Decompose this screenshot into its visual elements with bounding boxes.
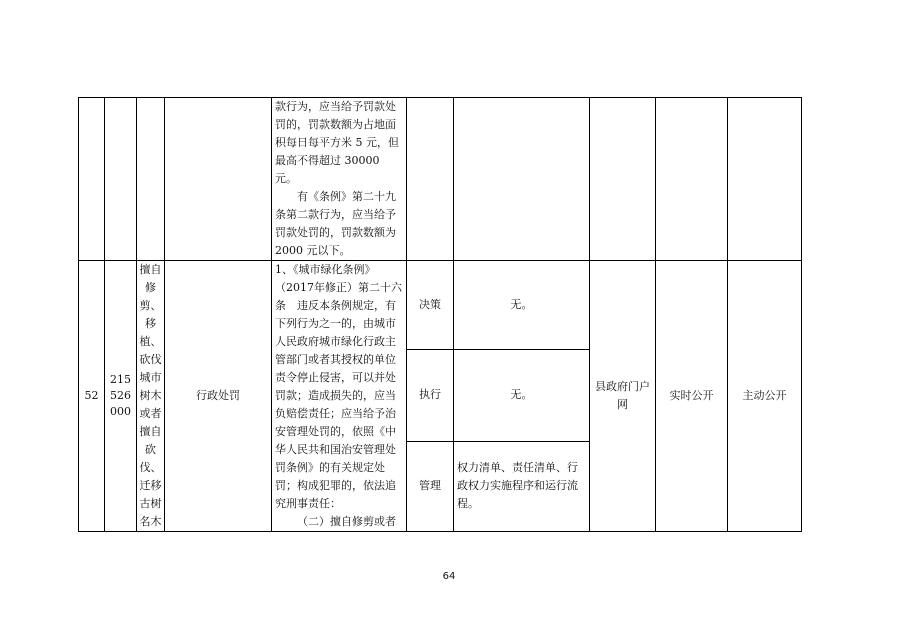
cell-category: 行政处罚: [165, 261, 272, 532]
page-number: 64: [442, 571, 456, 582]
cell-stage: 执行: [407, 350, 454, 441]
law-paragraph: 1、《城市绿化条例》（2017年修正）第二十六条 违反本条例规定，有下列行为之一的，由城市人民政府城市绿化行政主管部门或者其授权的单位责令停止侵害，可以并处罚款；造成损失的，应当负赔偿责任；应当给予治安管理处罚的，依照《中华人民共和国治安管理处罚条例》的有关规定处罚；构成犯罪的，依法追究刑事责任：: [275, 263, 402, 510]
disclosure-table: [78, 97, 802, 532]
cell-seq: 52: [79, 261, 105, 532]
law-paragraph: 款行为，应当给予罚款处罚的，罚款数额为占地面积每日每平方米 5 元，但最高不得超过 30000 元。: [275, 100, 399, 185]
cell-stage-content: 无。: [454, 261, 590, 350]
cell-item-name: [137, 261, 165, 532]
cell-seq: [79, 98, 105, 261]
law-paragraph: 有《条例》第二十九条第二款行为，应当给予罚款处罚的，罚款数额为 2000 元以下。: [275, 190, 396, 257]
table-row-52: [79, 261, 802, 350]
cell-timing: [656, 98, 728, 261]
cell-category: [165, 98, 272, 261]
cell-code: [105, 261, 137, 532]
cell-law-basis: [272, 98, 407, 261]
cell-stage: [407, 98, 454, 261]
cell-stage: 管理: [407, 441, 454, 531]
cell-stage-content: 无。: [454, 350, 590, 441]
cell-stage-content: 权力清单、责任清单、行政权力实施程序和运行流程。: [454, 441, 590, 531]
channel-text: 县政府门户网: [595, 380, 650, 411]
cell-stage: 决策: [407, 261, 454, 350]
law-paragraph: （二）擅自修剪或者: [297, 515, 396, 528]
cell-method: [728, 98, 802, 261]
cell-timing: 实时公开: [656, 261, 728, 532]
table-row-continued: [79, 98, 802, 261]
cell-channel: [590, 98, 656, 261]
cell-method: 主动公开: [728, 261, 802, 532]
cell-item-name: [137, 98, 165, 261]
item-name-text: 擅自修剪、移植、砍伐城市树木或者擅自砍伐、迁移古树名木: [139, 263, 162, 528]
cell-stage-content: [454, 98, 590, 261]
cell-code: [105, 98, 137, 261]
code-text: 215526000: [110, 373, 131, 418]
cell-law-basis: [272, 261, 407, 532]
cell-channel: [590, 261, 656, 532]
